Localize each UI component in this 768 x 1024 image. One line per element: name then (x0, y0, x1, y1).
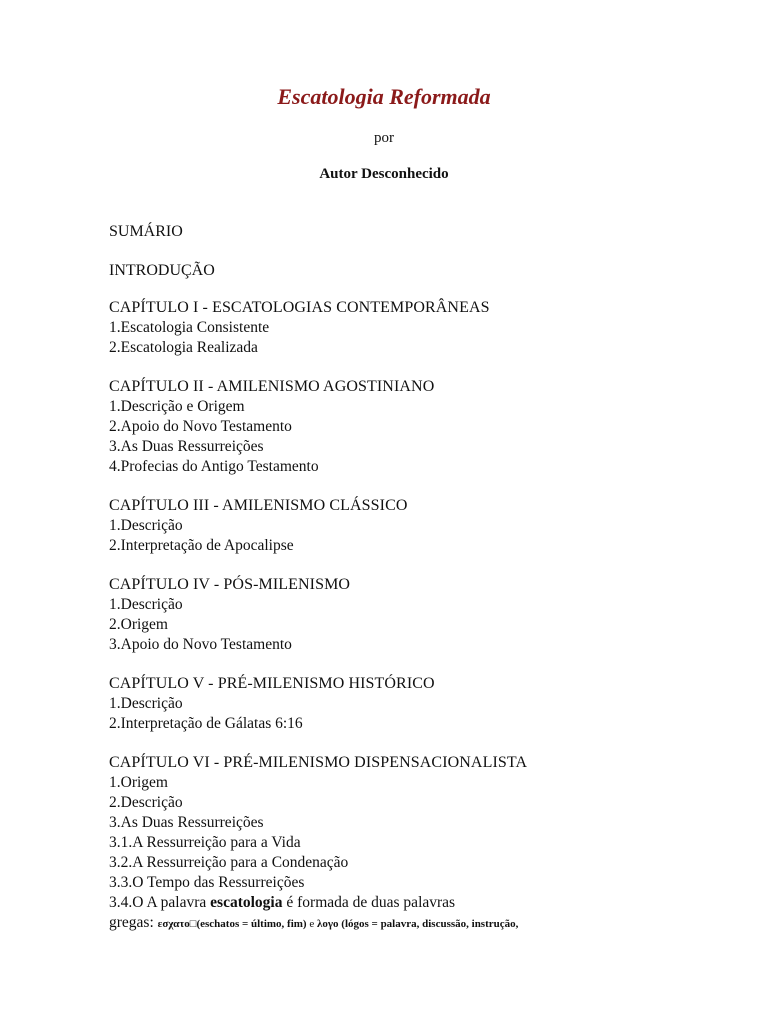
list-item: 4.Profecias do Antigo Testamento (109, 458, 319, 475)
list-item-3-4 (109, 893, 729, 913)
chapter-3 (109, 496, 729, 556)
list-item: 2.Escatologia Realizada (109, 339, 258, 356)
chapter-title: CAPÍTULO II - AMILENISMO AGOSTINIANO (109, 378, 435, 395)
bold-term: escatologia (210, 894, 283, 911)
list-item: 2.Descrição (109, 794, 183, 811)
author-name: Autor Desconhecido (319, 166, 449, 182)
greek-word-eschatos: εσχατο□ (157, 918, 197, 930)
list-item: 3.2.A Ressurreição para a Condenação (109, 854, 349, 871)
chapter-2 (109, 377, 729, 477)
list-item: 3.3.O Tempo das Ressurreições (109, 874, 305, 891)
document-title: Escatologia Reformada (277, 84, 491, 109)
chapter-4 (109, 575, 729, 655)
list-item: 2.Origem (109, 616, 168, 633)
gloss-eschatos: (eschatos = último, fim) (196, 918, 307, 930)
table-of-contents (109, 222, 729, 952)
chapter-title: CAPÍTULO IV - PÓS-MILENISMO (109, 576, 351, 593)
chapter-title: CAPÍTULO III - AMILENISMO CLÁSSICO (109, 497, 408, 514)
list-item: 1.Escatologia Consistente (109, 319, 270, 336)
list-item: 1.Descrição (109, 695, 183, 712)
list-item: 3.1.A Ressurreição para a Vida (109, 834, 301, 851)
list-item: 1.Descrição (109, 517, 183, 534)
greek-word-logos: λογο (316, 918, 339, 930)
chapter-title: CAPÍTULO I - ESCATOLOGIAS CONTEMPORÂNEAS (109, 299, 490, 316)
introduction-entry: INTRODUÇÃO (109, 262, 215, 279)
chapter-title: CAPÍTULO V - PRÉ-MILENISMO HISTÓRICO (109, 675, 435, 692)
chapter-title: CAPÍTULO VI - PRÉ-MILENISMO DISPENSACIONALISTA (109, 754, 528, 771)
summary-heading: SUMÁRIO (109, 223, 183, 240)
item-suffix: é formada de duas palavras (282, 894, 456, 911)
conjunction: e (306, 918, 317, 930)
list-item: 3.Apoio do Novo Testamento (109, 636, 292, 653)
byline-por: por (374, 130, 394, 146)
chapter-5 (109, 674, 729, 734)
greek-words-line (109, 913, 729, 933)
list-item: 1.Descrição (109, 596, 183, 613)
list-item: 2.Interpretação de Apocalipse (109, 537, 294, 554)
list-item: 3.As Duas Ressurreições (109, 814, 264, 831)
list-item: 1.Origem (109, 774, 168, 791)
chapter-6 (109, 753, 729, 933)
gloss-logos: (lógos = palavra, discussão, instrução, (338, 918, 519, 930)
list-item: 3.As Duas Ressurreições (109, 438, 264, 455)
item-prefix: 3.4.O A palavra (109, 894, 211, 911)
greek-lead: gregas: (109, 914, 158, 931)
list-item: 2.Apoio do Novo Testamento (109, 418, 292, 435)
list-item: 2.Interpretação de Gálatas 6:16 (109, 715, 303, 732)
chapter-1 (109, 298, 729, 358)
list-item: 1.Descrição e Origem (109, 398, 245, 415)
